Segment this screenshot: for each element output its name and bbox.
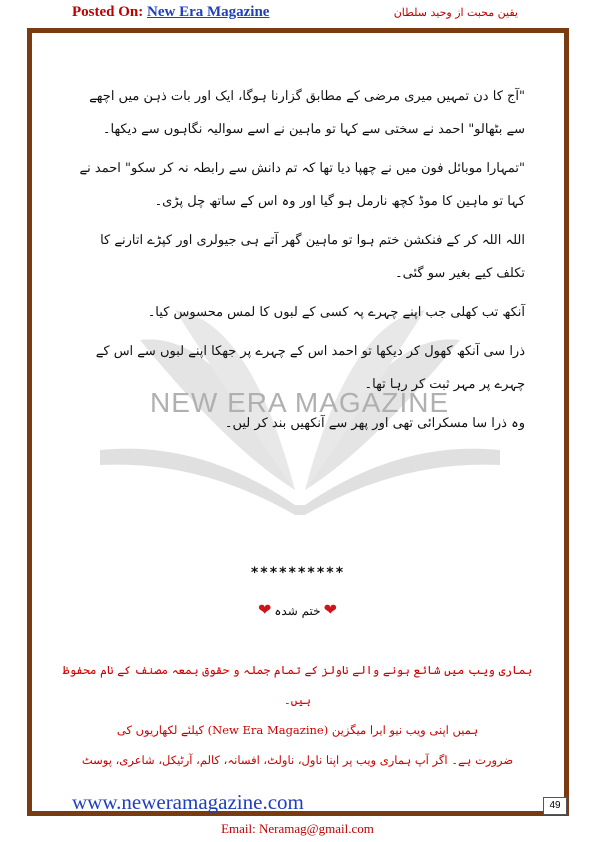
heart-icon: ❤ bbox=[323, 600, 338, 619]
paragraph: وہ ذرا سا مسکرائی تھی اور پھر سے آنکھیں بند کر لیں۔ bbox=[224, 416, 525, 431]
website-link[interactable]: www.neweramagazine.com bbox=[72, 790, 304, 814]
heart-icon: ❤ bbox=[257, 600, 272, 619]
paragraph: "آج کا دن تمہیں میری مرضی کے مطابق گزارنا ہوگا، ایک اور بات ذہن میں اچھے سے بٹھالو" احمد نے سختی سے کہا تو ماہین نے اسے سوالیہ نگاہوں سے دیکھا۔ bbox=[89, 89, 525, 137]
end-text: ختم شدہ bbox=[274, 604, 321, 618]
notice-line: ہماری ویب میں شائع ہونے والے ناولز کے تمام جملہ و حقوق بمعہ مصنف کے نام محفوظ ہیں۔ bbox=[62, 663, 533, 707]
novel-title: یقین محبت از وحید سلطان bbox=[393, 6, 518, 19]
notice-line: ہمیں اپنی ویب نیو ایرا میگزین (New Era Magazine) کیلئے لکھاریوں کی bbox=[116, 723, 479, 737]
posted-on-header bbox=[72, 4, 269, 21]
paragraph: آنکھ تب کھلی جب اپنے چہرے پہ کسی کے لبوں کا لمس محسوس کیا۔ bbox=[147, 305, 525, 320]
magazine-link[interactable]: New Era Magazine bbox=[147, 4, 270, 20]
section-separator: ********** bbox=[250, 565, 345, 581]
paragraph: "تمہارا موبائل فون میں نے چھپا دیا تھا کہ تم دانش سے رابطہ نہ کر سکو" احمد نے کہا تو ماہین کا موڈ کچھ نارمل ہو گیا اور وہ اس کے ساتھ چل پڑی۔ bbox=[79, 161, 525, 209]
end-marker bbox=[0, 600, 595, 619]
story-text bbox=[70, 80, 525, 446]
page-number: 49 bbox=[543, 797, 567, 815]
posted-on-label: Posted On: bbox=[72, 4, 147, 20]
paragraph: ذرا سی آنکھ کھول کر دیکھا تو احمد اس کے چہرے پر جھکا اپنے لبوں سے اس کے چہرے پر مہر ثبت کر رہا تھا۔ bbox=[95, 344, 525, 392]
notice-line: ضرورت ہے۔ اگر آپ ہماری ویب پر اپنا ناول، ناولٹ، افسانہ، کالم، آرٹیکل، شاعری، پوسٹ bbox=[81, 753, 514, 767]
paragraph: اللہ اللہ کر کے فنکشن ختم ہوا تو ماہین گھر آتے ہی جیولری اور کپڑے اتارنے کا تکلف کیے بغیر سو گئی۔ bbox=[100, 233, 525, 281]
contact-email: Email: Neramag@gmail.com bbox=[221, 821, 374, 836]
copyright-notice bbox=[60, 655, 535, 775]
watermark-text: NEW ERA MAGAZINE bbox=[150, 387, 450, 418]
